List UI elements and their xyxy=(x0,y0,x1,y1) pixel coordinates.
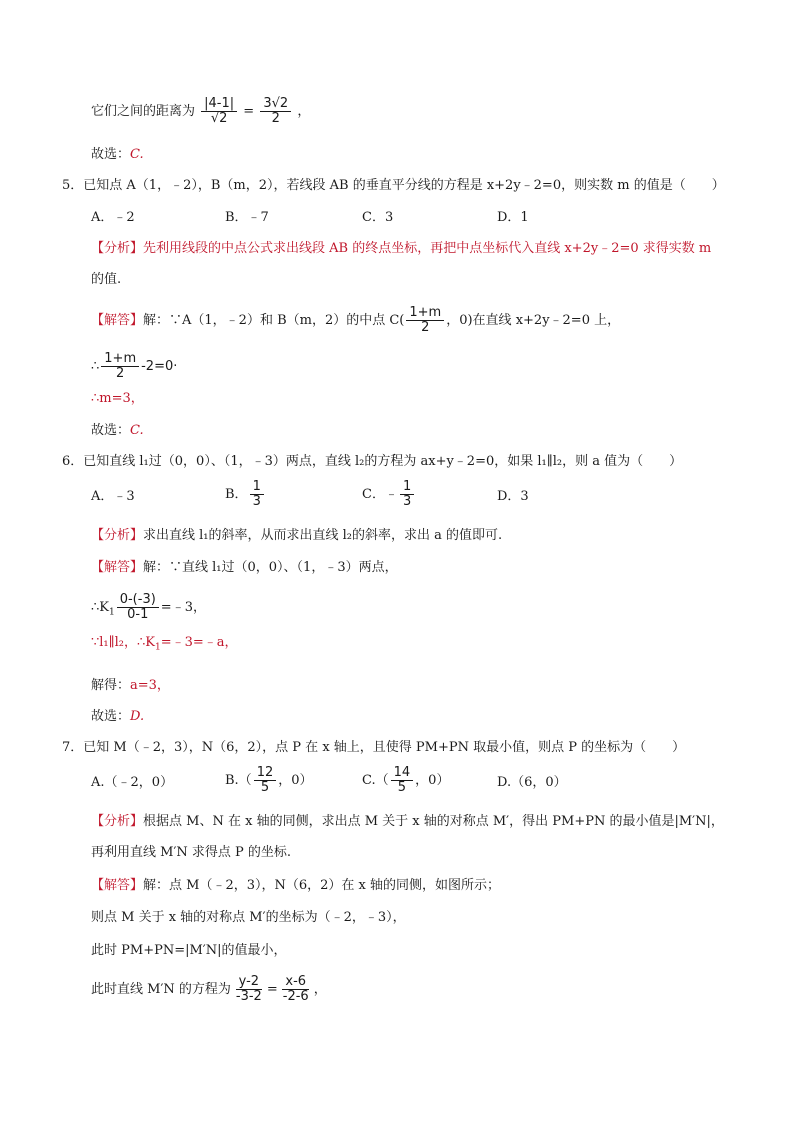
q5-option-d: D．1 xyxy=(497,210,529,225)
distance-result-fraction: $\frac{3√2}{2}$ xyxy=(260,97,291,126)
distance-fraction: $\frac{|4-1|}{√2}$ xyxy=(201,97,237,126)
answer-q5: 故选：C. xyxy=(91,423,144,438)
q6-option-c: C．﹣ $\frac{1}{3}$ xyxy=(362,480,416,509)
question-6-stem: 6．已知直线 l₁过（0，0）、（1，﹣3）两点，直线 l₂的方程为 ax+y﹣2=0，如果 l₁∥l₂，则 a 值为（ ） xyxy=(62,454,683,469)
answer-q6: 故选：D. xyxy=(91,709,145,724)
question-7-stem: 7．已知 M（﹣2，3），N（6，2），点 P 在 x 轴上，且使得 PM+PN 取最小值，则点 P 的坐标为（ ） xyxy=(62,740,686,755)
q5-step1: ∴ $\frac{1+m}{2}$ -2=0· xyxy=(91,351,178,381)
distance-text: 它们之间的距离为 xyxy=(91,104,196,119)
q7-option-b: B.（ $\frac{12}{5}$ ，0） xyxy=(225,765,313,795)
q5-option-a: A．﹣2 xyxy=(91,210,135,225)
q7-solution: 【解答】解：点 M（﹣2，3），N（6，2）在 x 轴的同侧，如图所示； xyxy=(91,878,501,893)
midpoint-fraction: $\frac{1+m}{2}$ xyxy=(406,306,444,335)
q6-solution: 【解答】解：∵直线 l₁过（0，0）、（1，﹣3）两点， xyxy=(91,560,398,575)
q5-solution: 【解答】解：∵A（1，﹣2）和 B（m，2）的中点 C( $\frac{1+m}{2}$ ，0)在直线 x+2y﹣2=0 上， xyxy=(91,305,621,335)
question-5-stem: 5．已知点 A（1，﹣2），B（m，2），若线段 AB 的垂直平分线的方程是 x+2y﹣2=0，则实数 m 的值是（ ） xyxy=(62,178,725,193)
q7-option-c: C.（ $\frac{14}{5}$ ，0） xyxy=(362,765,450,795)
q6-option-a: A．﹣3 xyxy=(91,489,135,504)
q6-slope: $\therefore K_1$ $\frac{0-(-3)}{0-1}$ =﹣3， xyxy=(91,592,206,622)
q6-parallel: ∵l₁∥l₂，$\therefore K_1=﹣3=﹣a$， xyxy=(91,635,238,653)
q7-analysis-cont: 再利用直线 M′N 求得点 P 的坐标. xyxy=(91,845,292,860)
q7-min-value: 此时 PM+PN=|M′N|的值最小， xyxy=(91,943,287,958)
q5-step2: ∴m=3， xyxy=(91,391,144,406)
q6-option-d: D．3 xyxy=(497,489,529,504)
q5-analysis-cont: 的值. xyxy=(91,272,122,287)
q7-analysis: 【分析】根据点 M、N 在 x 轴的同侧，求出点 M 关于 x 轴的对称点 M′，得出 PM+PN 的最小值是|M′N|， xyxy=(91,814,724,829)
q7-symmetric-point: 则点 M 关于 x 轴的对称点 M′的坐标为（﹣2，﹣3）， xyxy=(91,910,406,925)
q5-option-c: C．3 xyxy=(362,210,394,225)
q6-result: 解得：a=3， xyxy=(91,678,170,693)
answer-q4: 故选：C. xyxy=(91,147,144,162)
q7-option-d: D.（6，0） xyxy=(497,775,567,790)
q6-option-b: B． $\frac{1}{3}$ xyxy=(225,480,266,509)
q7-line-equation: 此时直线 M′N 的方程为 $\frac{y-2}{-3-2}$ = $\frac{x-6}{-2-6}$ ， xyxy=(91,974,327,1004)
distance-line: 它们之间的距离为 $\frac{|4-1|}{√2}$ = $\frac{3√2}{2}$ ， xyxy=(91,96,311,126)
q5-option-b: B．﹣7 xyxy=(225,210,269,225)
q6-analysis: 【分析】求出直线 l₁的斜率，从而求出直线 l₂的斜率，求出 a 的值即可. xyxy=(91,528,503,543)
q7-option-a: A.（﹣2，0） xyxy=(91,775,174,790)
q5-analysis: 【分析】先利用线段的中点公式求出线段 AB 的终点坐标，再把中点坐标代入直线 x+2y﹣2=0 求得实数 m xyxy=(91,241,712,256)
